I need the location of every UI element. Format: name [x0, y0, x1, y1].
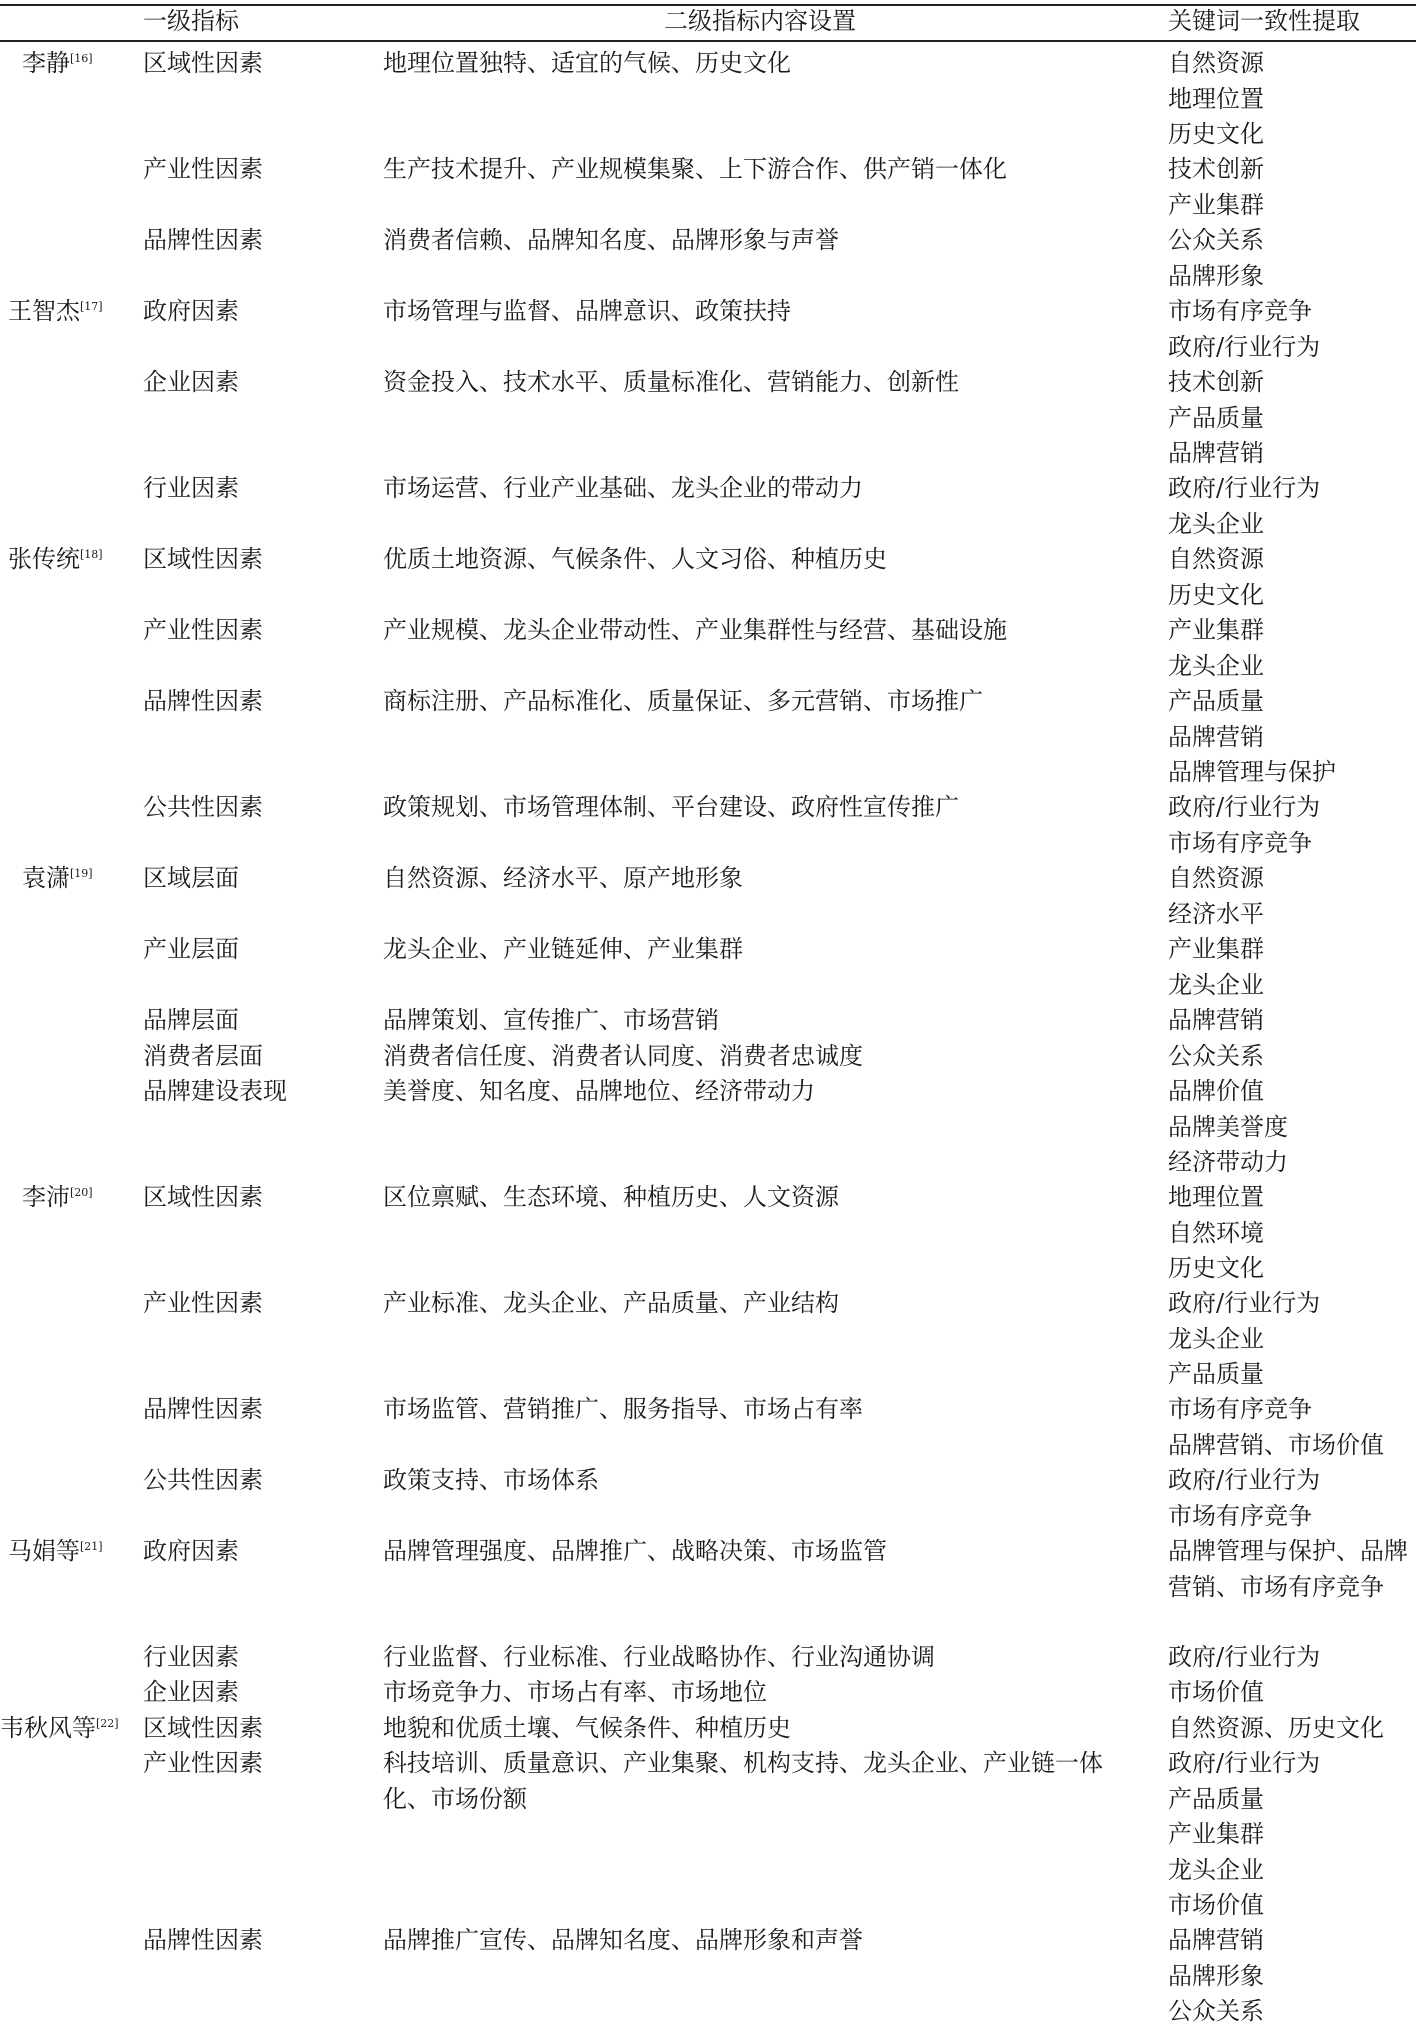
level2-cell: 科技培训、质量意识、产业集聚、机构支持、龙头企业、产业链一体化、市场份额 [383, 1749, 1103, 1813]
level1-cell: 区域性因素 [143, 1183, 263, 1211]
level2-cell: 品牌管理强度、品牌推广、战略决策、市场监管 [383, 1537, 887, 1565]
keyword-item: 公众关系 [1168, 226, 1264, 254]
keyword-item: 经济水平 [1168, 899, 1264, 928]
author-cell: 李沛[20] [22, 1183, 93, 1211]
keyword-item: 政府/行业行为 [1168, 793, 1321, 821]
keyword-item: 产品质量 [1168, 1360, 1264, 1388]
keyword-item: 历史文化 [1168, 1254, 1264, 1282]
keyword-item: 市场价值 [1168, 1678, 1264, 1706]
level1-cell: 行业因素 [143, 1643, 239, 1671]
author-cell: 李静[16] [22, 49, 93, 77]
level2-cell: 产业规模、龙头企业带动性、产业集群性与经营、基础设施 [383, 616, 1007, 644]
keyword-item: 营销、市场有序竞争 [1168, 1572, 1384, 1601]
level2-cell: 消费者信任度、消费者认同度、消费者忠诚度 [383, 1042, 863, 1070]
level2-cell: 市场监管、营销推广、服务指导、市场占有率 [383, 1395, 863, 1423]
keyword-item: 品牌美誉度 [1168, 1112, 1288, 1141]
level2-cell: 生产技术提升、产业规模集聚、上下游合作、供产销一体化 [383, 155, 1007, 183]
keyword-item: 品牌形象 [1168, 1961, 1264, 1990]
keyword-item: 品牌营销 [1168, 439, 1264, 467]
keyword-item: 产品质量 [1168, 687, 1264, 715]
keyword-item: 龙头企业 [1168, 1324, 1264, 1353]
keyword-item: 龙头企业 [1168, 651, 1264, 680]
keyword-item: 政府/行业行为 [1168, 1643, 1321, 1671]
level2-cell: 品牌策划、宣传推广、市场营销 [383, 1006, 719, 1034]
keyword-item: 产品质量 [1168, 403, 1264, 432]
header-rule [0, 40, 1416, 42]
keyword-item: 市场有序竞争 [1168, 1395, 1312, 1423]
level2-cell: 地理位置独特、适宜的气候、历史文化 [383, 49, 791, 77]
keyword-item: 政府/行业行为 [1168, 1289, 1321, 1317]
keyword-item: 龙头企业 [1168, 1855, 1264, 1884]
keyword-item: 技术创新 [1168, 368, 1264, 396]
keyword-item: 品牌营销 [1168, 1926, 1264, 1954]
keyword-item: 自然资源、历史文化 [1168, 1714, 1384, 1742]
keyword-item: 地理位置 [1168, 84, 1264, 113]
level1-cell: 品牌性因素 [143, 226, 263, 254]
level1-cell: 区域性因素 [143, 1714, 263, 1742]
level1-cell: 品牌性因素 [143, 1395, 263, 1423]
level2-cell: 优质土地资源、气候条件、人文习俗、种植历史 [383, 545, 887, 573]
level1-cell: 产业性因素 [143, 1749, 263, 1777]
level1-cell: 企业因素 [143, 1678, 239, 1706]
level1-cell: 品牌性因素 [143, 687, 263, 715]
keyword-item: 经济带动力 [1168, 1148, 1288, 1176]
level2-cell: 政策规划、市场管理体制、平台建设、政府性宣传推广 [383, 793, 959, 821]
keyword-item: 自然资源 [1168, 49, 1264, 77]
level2-cell: 市场运营、行业产业基础、龙头企业的带动力 [383, 474, 863, 502]
keyword-item: 地理位置 [1168, 1183, 1264, 1211]
keyword-item: 历史文化 [1168, 120, 1264, 148]
keyword-item: 品牌管理与保护、品牌 [1168, 1537, 1408, 1565]
keyword-item: 产业集群 [1168, 935, 1264, 963]
level1-cell: 消费者层面 [143, 1042, 263, 1070]
keyword-item: 政府/行业行为 [1168, 1466, 1321, 1494]
author-cell: 马娟等[21] [8, 1537, 103, 1565]
level2-cell: 政策支持、市场体系 [383, 1466, 599, 1494]
level1-cell: 品牌层面 [143, 1006, 239, 1034]
keyword-item: 市场有序竞争 [1168, 828, 1312, 857]
level2-cell: 市场管理与监督、品牌意识、政策扶持 [383, 297, 791, 325]
level2-cell: 区位禀赋、生态环境、种植历史、人文资源 [383, 1183, 839, 1211]
keyword-item: 市场有序竞争 [1168, 297, 1312, 325]
keyword-item: 品牌营销 [1168, 722, 1264, 751]
keyword-item: 品牌价值 [1168, 1077, 1264, 1105]
keyword-item: 市场有序竞争 [1168, 1501, 1312, 1530]
level2-cell: 龙头企业、产业链延伸、产业集群 [383, 935, 743, 963]
keyword-item: 政府/行业行为 [1168, 1749, 1321, 1777]
keyword-item: 品牌管理与保护 [1168, 758, 1336, 786]
level2-cell: 行业监督、行业标准、行业战略协作、行业沟通协调 [383, 1643, 935, 1671]
keyword-item: 龙头企业 [1168, 970, 1264, 999]
level1-cell: 行业因素 [143, 474, 239, 502]
level1-cell: 政府因素 [143, 297, 239, 325]
header-level2: 二级指标内容设置 [664, 7, 856, 35]
keyword-item: 品牌营销 [1168, 1006, 1264, 1034]
author-cell: 袁潇[19] [22, 864, 93, 892]
keyword-item: 历史文化 [1168, 580, 1264, 609]
keyword-item: 公众关系 [1168, 1042, 1264, 1070]
level2-cell: 消费者信赖、品牌知名度、品牌形象与声誉 [383, 226, 839, 254]
keyword-item: 技术创新 [1168, 155, 1264, 183]
level1-cell: 品牌性因素 [143, 1926, 263, 1954]
keyword-item: 品牌营销、市场价值 [1168, 1430, 1384, 1459]
level1-cell: 区域性因素 [143, 545, 263, 573]
keyword-item: 自然资源 [1168, 864, 1264, 892]
level1-cell: 产业性因素 [143, 616, 263, 644]
keyword-item: 公众关系 [1168, 1997, 1264, 2025]
keyword-item: 产业集群 [1168, 1820, 1264, 1848]
keyword-item: 自然环境 [1168, 1218, 1264, 1247]
level2-cell: 资金投入、技术水平、质量标准化、营销能力、创新性 [383, 368, 959, 396]
level1-cell: 产业层面 [143, 935, 239, 963]
level1-cell: 产业性因素 [143, 1289, 263, 1317]
level2-cell: 商标注册、产品标准化、质量保证、多元营销、市场推广 [383, 687, 983, 715]
header-keywords: 关键词一致性提取 [1168, 7, 1360, 35]
level1-cell: 公共性因素 [143, 793, 263, 821]
level1-cell: 产业性因素 [143, 155, 263, 183]
keyword-item: 政府/行业行为 [1168, 474, 1321, 502]
header-level1: 一级指标 [143, 7, 239, 35]
author-cell: 张传统[18] [8, 545, 103, 573]
level2-cell: 品牌推广宣传、品牌知名度、品牌形象和声誉 [383, 1926, 863, 1954]
level1-cell: 政府因素 [143, 1537, 239, 1565]
keyword-item: 市场价值 [1168, 1891, 1264, 1919]
level2-cell: 地貌和优质土壤、气候条件、种植历史 [383, 1714, 791, 1742]
keyword-item: 政府/行业行为 [1168, 332, 1321, 361]
author-cell: 韦秋风等[22] [0, 1714, 119, 1742]
level1-cell: 区域层面 [143, 864, 239, 892]
keyword-item: 品牌形象 [1168, 261, 1264, 290]
author-cell: 王智杰[17] [8, 297, 103, 325]
keyword-item: 产业集群 [1168, 190, 1264, 219]
level2-cell: 市场竞争力、市场占有率、市场地位 [383, 1678, 767, 1706]
level2-cell: 自然资源、经济水平、原产地形象 [383, 864, 743, 892]
level2-cell: 产业标准、龙头企业、产品质量、产业结构 [383, 1289, 839, 1317]
keyword-item: 自然资源 [1168, 545, 1264, 573]
level1-cell: 区域性因素 [143, 49, 263, 77]
keyword-item: 龙头企业 [1168, 509, 1264, 538]
level1-cell: 品牌建设表现 [143, 1077, 287, 1105]
keyword-item: 产业集群 [1168, 616, 1264, 644]
keyword-item: 产品质量 [1168, 1784, 1264, 1813]
level2-cell: 美誉度、知名度、品牌地位、经济带动力 [383, 1077, 815, 1105]
level1-cell: 企业因素 [143, 368, 239, 396]
level1-cell: 公共性因素 [143, 1466, 263, 1494]
